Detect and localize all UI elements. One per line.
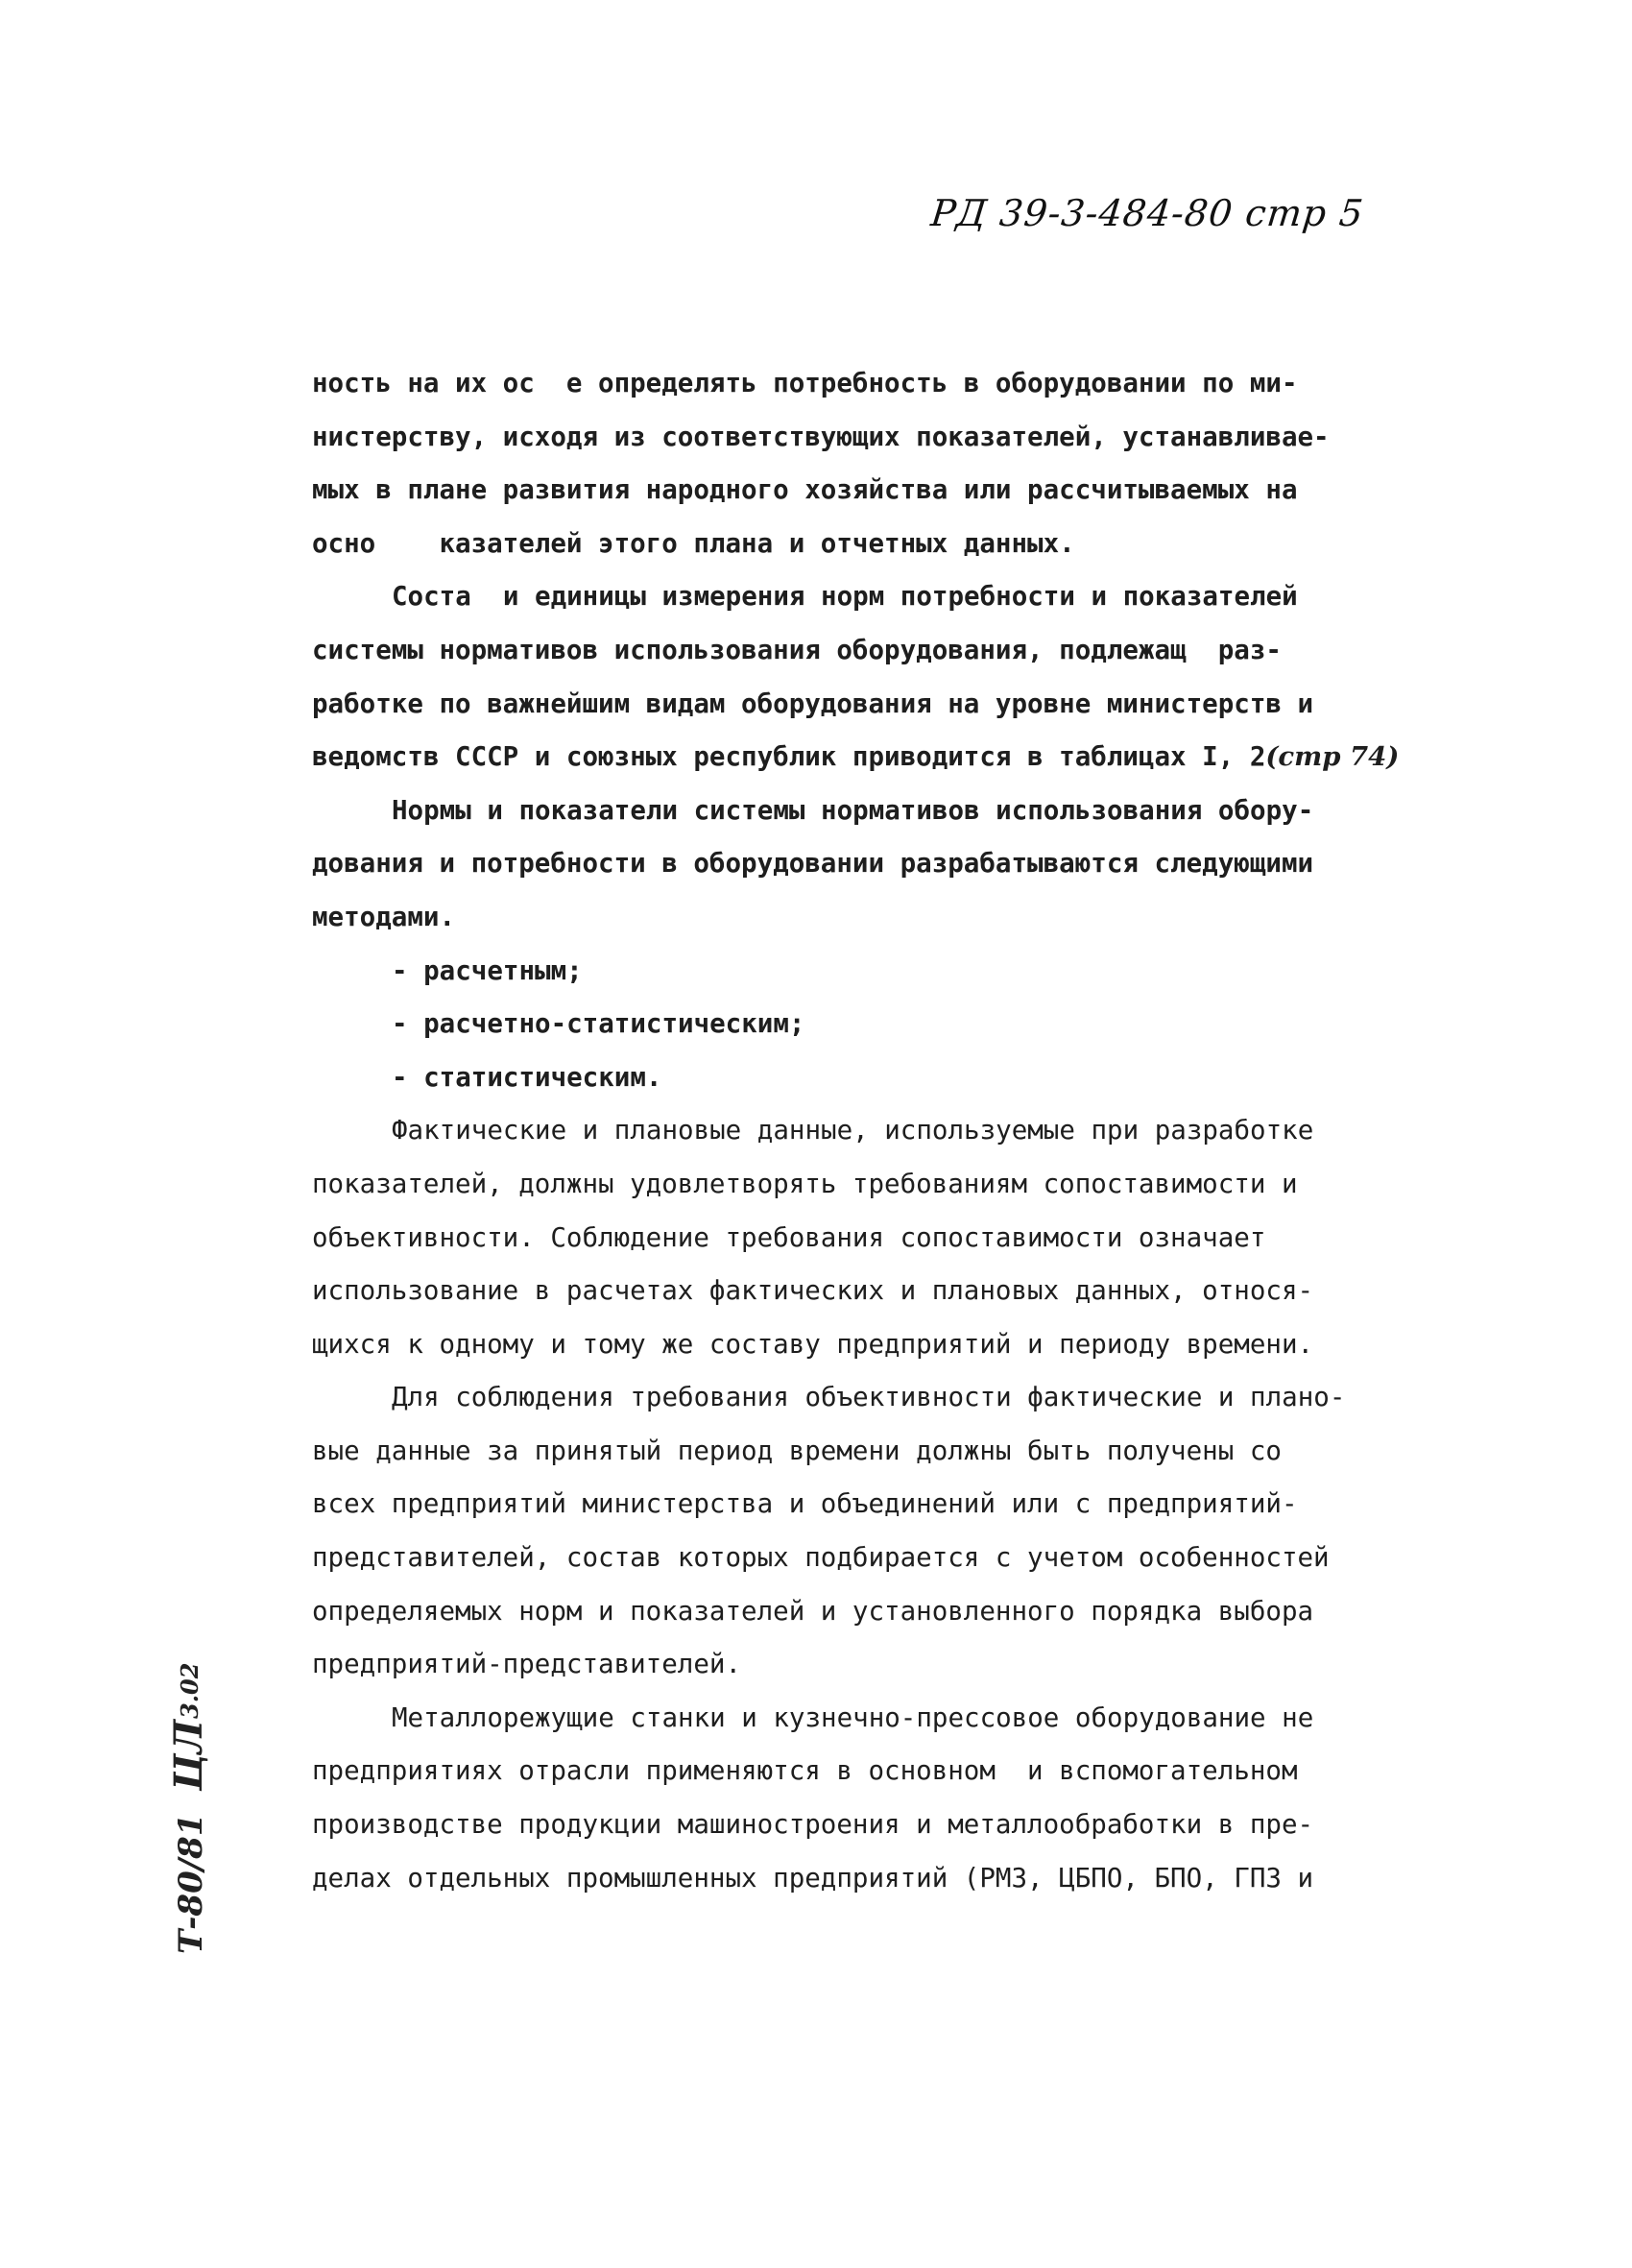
text-line: Металлорежущие станки и кузнечно-прессовое оборудование не <box>392 1701 1314 1733</box>
margin-stamp <box>154 1632 269 1959</box>
text-line: представителей, состав которых подбирается с учетом особенностей <box>312 1542 1330 1574</box>
method-list-item: - расчетным; <box>392 954 583 986</box>
text-line <box>312 731 1400 784</box>
text-line: предприятий-представителей. <box>312 1649 742 1680</box>
handwritten-page-ref: (стр 74) <box>1265 741 1400 773</box>
margin-stamp-date: 3.02 <box>176 1662 204 1719</box>
text-line: определяемых норм и показателей и установленного порядка выбора <box>312 1595 1314 1627</box>
text-line: делах отдельных промышленных предприятий (РМЗ, ЦБПО, БПО, ГПЗ и <box>312 1862 1314 1894</box>
text-line: нистерству, исходя из соответствующих показателей, устанавливае- <box>312 421 1330 452</box>
margin-stamp-sign: ЦЛ <box>166 1719 211 1791</box>
text-line: Для соблюдения требования объективности фактические и плано- <box>392 1382 1346 1413</box>
text-line: работке по важнейшим видам оборудования на уровне министерств и <box>312 688 1314 719</box>
text-line-main: ведомств СССР и союзных республик приводится в таблицах I, 2 <box>312 741 1266 773</box>
text-line: предприятиях отрасли применяются в основном и вспомогательном <box>312 1755 1298 1787</box>
method-list-item: - расчетно-статистическим; <box>392 1008 805 1040</box>
text-line: осно казателей этого плана и отчетных данных. <box>312 527 1075 559</box>
text-line: объективности. Соблюдение требования сопоставимости означает <box>312 1221 1266 1253</box>
text-line: системы нормативов использования оборудования, подлежащ раз- <box>312 634 1282 665</box>
document-body <box>312 357 1400 1905</box>
text-line: дования и потребности в оборудовании разрабатываются следующими <box>312 848 1314 880</box>
text-line: методами. <box>312 901 456 932</box>
text-line: показателей, должны удовлетворять требованиям сопоставимости и <box>312 1168 1298 1199</box>
text-line: производстве продукции машиностроения и металлообработки в пре- <box>312 1809 1314 1841</box>
text-line: Нормы и показатели системы нормативов использования обору- <box>392 794 1314 826</box>
method-list-item: - статистическим. <box>392 1061 662 1093</box>
text-line: Фактические и плановые данные, используемые при разработке <box>392 1115 1314 1146</box>
margin-stamp-code: Т-80/81 <box>172 1813 210 1954</box>
text-line: ность на их ос е определять потребность в оборудовании по ми- <box>312 368 1298 398</box>
text-line: использование в расчетах фактических и плановых данных, относя- <box>312 1275 1314 1307</box>
text-line: щихся к одному и тому же составу предприятий и периоду времени. <box>312 1328 1314 1360</box>
text-line: вые данные за принятый период времени должны быть получены со <box>312 1435 1282 1466</box>
text-line: мых в плане развития народного хозяйства или рассчитываемых на <box>312 474 1298 506</box>
text-line: всех предприятий министерства и объединений или с предприятий- <box>312 1488 1298 1520</box>
page-header-doc-ref: РД 39-3-484-80 стр 5 <box>928 192 1366 234</box>
text-line: Соста и единицы измерения норм потребности и показателей <box>392 581 1298 613</box>
